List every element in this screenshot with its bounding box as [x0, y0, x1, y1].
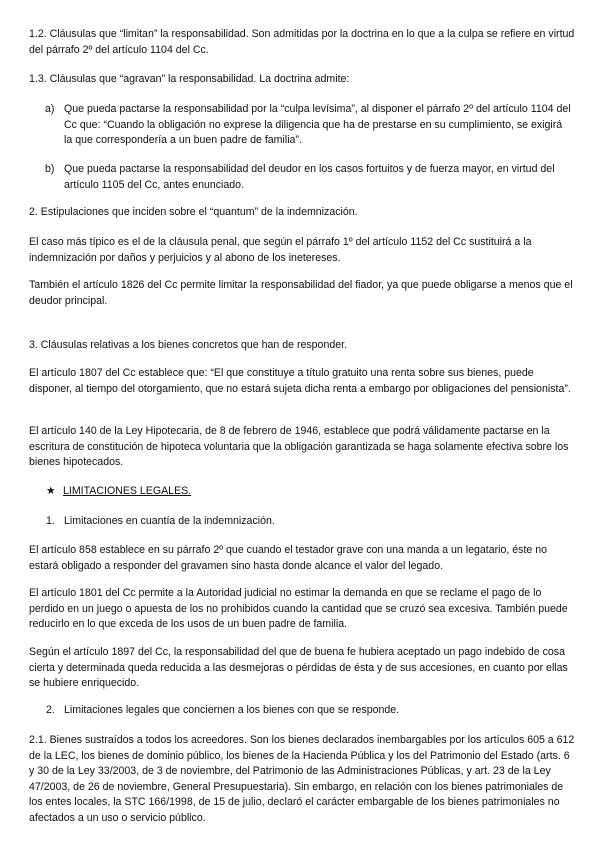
paragraph-art-1807: El artículo 1807 del Cc establece que: “El que constituye a título gratuito una renta sobre sus bienes, puede disponer, al tiempo del otorgamiento, que no estará sujeta dicha renta a embargo por obligaciones del pensionista”.: [29, 367, 571, 395]
paragraph-art-858: El artículo 858 establece en su párrafo 2º que cuando el testador grave con una manda a un legatario, éste no estará obligado a responder del gravamen sino hasta donde alcance el valor del legado.: [29, 544, 548, 572]
paragraph-ley-hipotecaria: El artículo 140 de la Ley Hipotecaria, de 8 de febrero de 1946, establece que podrá válidamente pactarse en la escritura de constitución de hipoteca voluntaria que la obligación garantizada se haga solamente efectiva sobre los bienes hipotecados.: [29, 425, 569, 468]
paragraph-clausula-penal: El caso más típico es el de la cláusula penal, que según el párrafo 1º del artículo 1152 del Cc sustituirá a la indemnización por daños y perjuicios y al abono de los inetereses.: [29, 236, 532, 264]
section-heading-limitaciones: LIMITACIONES LEGALES.: [63, 485, 192, 497]
list-marker-b: b): [45, 163, 55, 175]
paragraph-2-1-bienes: 2.1. Bienes sustraídos a todos los acreedores. Son los bienes declarados inembargables por los artículos 605 a 612 de la LEC, los bienes de dominio público, los bienes de la Hacienda Pública y los del Patrimonio del Estado (arts. 6 y 30 de la Ley 33/2003, de 3 de noviembre, del Patrimonio de las Administraciones Públicas, y art. 23 de la Ley 47/2003, de 26 de noviembre, General Presupuestaria). Sin embargo, en relación con los bienes patrimoniales de los entes locales, la STC 166/1998, de 15 de julio, declaró el carácter embargable de los bienes patrimoniales no afectados a un uso o servicio público.: [29, 734, 575, 824]
paragraph-fiador: También el artículo 1826 del Cc permite limitar la responsabilidad del fiador, ya que puede obligarse a menos que el deudor principal.: [29, 279, 573, 307]
paragraph-1-2: 1.2. Cláusulas que “limitan” la responsabilidad. Son admitidas por la doctrina en lo que a la culpa se refiere en virtud del párrafo 2º del artículo 1104 del Cc.: [29, 28, 575, 56]
numbered-item-2: Limitaciones legales que conciernen a los bienes con que se responde.: [64, 704, 400, 716]
paragraph-2-heading: 2. Estipulaciones que inciden sobre el “quantum” de la indemnización.: [29, 206, 358, 218]
star-bullet-icon: ★: [46, 485, 56, 497]
numbered-marker-2: 2.: [46, 704, 55, 716]
list-marker-a: a): [45, 103, 55, 115]
paragraph-art-1897: Según el artículo 1897 del Cc, la responsabilidad del que de buena fe hubiera aceptado un pago indebido de cosa cierta y determinada queda reducida a las desmejoras o pérdidas de ésta y de sus accesiones, en cuanto por ellas se hubiere enriquecido.: [29, 646, 568, 689]
list-item-b: Que pueda pactarse la responsabilidad del deudor en los casos fortuitos y de fuerza mayor, en virtud del artículo 1105 del Cc, antes enunciado.: [64, 163, 555, 191]
numbered-marker-1: 1.: [46, 515, 55, 527]
paragraph-art-1801: El artículo 1801 del Cc permite a la Autoridad judicial no estimar la demanda en que se reclame el pago de lo perdido en un juego o apuesta de los no prohibidos cuando la cantidad que se cruzó sea excesiva. También puede reducirlo en lo que exceda de los usos de un buen padre de familia.: [29, 587, 568, 630]
numbered-item-1: Limitaciones en cuantía de la indemnización.: [64, 515, 275, 527]
list-item-a: Que pueda pactarse la responsabilidad por la “culpa levísima”, al disponer el párrafo 2º del artículo 1104 del Cc que: “Cuando la obligación no exprese la diligencia que ha de prestarse en su cumplimiento, se exigirá la que correspondería a un buen padre de familia”.: [64, 103, 571, 146]
paragraph-3-heading: 3. Cláusulas relativas a los bienes concretos que han de responder.: [29, 339, 348, 351]
paragraph-1-3: 1.3. Cláusulas que “agravan” la responsabilidad. La doctrina admite:: [29, 73, 350, 85]
